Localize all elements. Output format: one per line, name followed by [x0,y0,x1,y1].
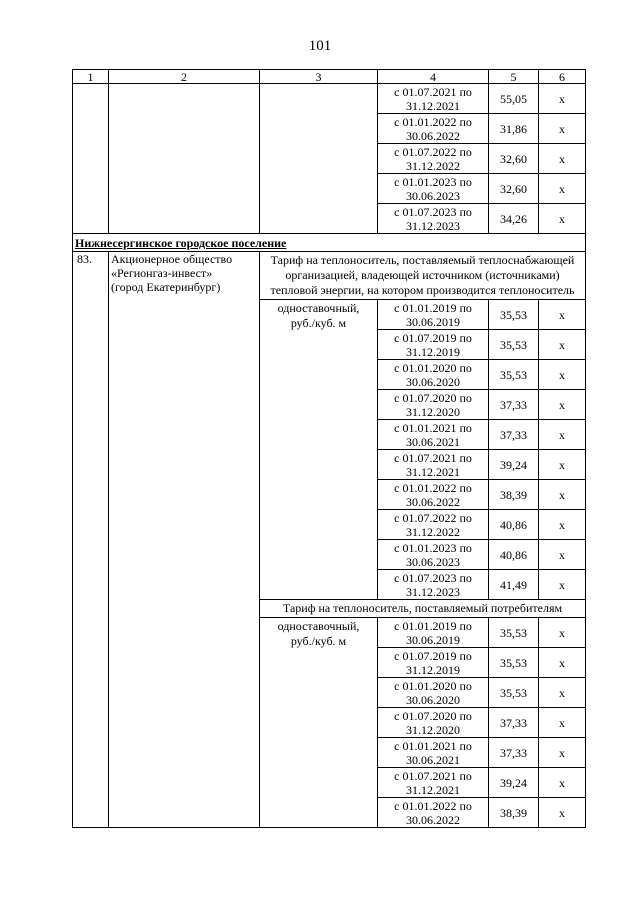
period-line: с 01.01.2019 по [394,618,472,633]
table-row [73,84,586,114]
tariff-value-cell: 35,53 [489,618,539,648]
column-6-cell: x [539,174,586,204]
column-6-cell: x [539,114,586,144]
period-line: с 01.07.2020 по [394,390,472,405]
empty-cell [260,84,378,234]
period-line: 31.12.2021 [406,782,460,797]
period-cell [378,648,489,678]
organization-line: Акционерное общество [111,252,233,266]
tariff-value-cell: 35,53 [489,678,539,708]
column-6-cell: x [539,84,586,114]
page-number: 101 [308,38,332,54]
column-6-cell: x [539,360,586,390]
period-cell [378,678,489,708]
period-line: с 01.07.2021 по [394,84,472,99]
period-cell [378,84,489,114]
period-line: с 01.01.2021 по [394,420,472,435]
column-header: 1 [73,70,109,84]
period-cell [378,540,489,570]
tariff-value-cell: 55,05 [489,84,539,114]
empty-cell [73,84,109,234]
period-line: с 01.01.2021 по [394,738,472,753]
tariff-title-line: тепловой энергии, на котором производится теплоноситель [270,283,575,297]
period-line: с 01.07.2021 по [394,768,472,783]
unit-line: одноставочный, [277,301,360,315]
header-row [73,70,586,84]
column-6-cell: x [539,450,586,480]
tariff-value-cell: 32,60 [489,174,539,204]
period-cell [378,390,489,420]
period-line: 31.12.2022 [406,524,460,539]
period-cell [378,330,489,360]
column-header: 3 [260,70,378,84]
column-6-cell: x [539,618,586,648]
period-cell [378,510,489,540]
column-6-cell: x [539,540,586,570]
column-6-cell: x [539,768,586,798]
period-line: 30.06.2023 [406,554,460,569]
column-6-cell: x [539,570,586,600]
period-line: 30.06.2022 [406,812,460,827]
period-line: 31.12.2020 [406,404,460,419]
period-cell [378,420,489,450]
period-line: 31.12.2023 [406,218,460,233]
column-header: 6 [539,70,586,84]
period-cell [378,798,489,828]
tariff-value-cell: 35,53 [489,300,539,330]
period-line: 31.12.2021 [406,464,460,479]
tariff-title-line: Тариф на теплоноситель, поставляемый теплоснабжающей [270,253,575,267]
tariff-value-cell: 32,60 [489,144,539,174]
column-6-cell: x [539,390,586,420]
tariff-value-cell: 37,33 [489,738,539,768]
tariff-value-cell: 37,33 [489,420,539,450]
period-line: с 01.01.2022 по [394,798,472,813]
period-cell [378,114,489,144]
section-title: Нижнесергинское городское поселение [73,234,586,252]
tariff-title: Тариф на теплоноситель, поставляемый потребителям [260,600,586,618]
tariff-value-cell: 35,53 [489,330,539,360]
column-6-cell: x [539,144,586,174]
period-cell [378,738,489,768]
empty-cell [109,84,260,234]
tariff-value-cell: 37,33 [489,708,539,738]
unit-line: руб./куб. м [290,634,347,648]
period-line: с 01.01.2020 по [394,678,472,693]
tariff-value-cell: 34,26 [489,204,539,234]
section-row [73,234,586,252]
period-cell [378,174,489,204]
period-line: 30.06.2020 [406,374,460,389]
tariff-table [72,69,586,828]
period-line: с 01.01.2023 по [394,540,472,555]
column-6-cell: x [539,648,586,678]
period-line: с 01.07.2023 по [394,204,472,219]
period-cell [378,480,489,510]
unit-line: руб./куб. м [290,316,347,330]
tariff-title-line: организацией, владеющей источником (источниками) [285,268,560,282]
column-header: 5 [489,70,539,84]
unit-line: одноставочный, [277,619,360,633]
period-line: с 01.01.2019 по [394,300,472,315]
period-line: с 01.01.2020 по [394,360,472,375]
column-6-cell: x [539,300,586,330]
period-line: с 01.01.2023 по [394,174,472,189]
column-6-cell: x [539,678,586,708]
period-line: с 01.01.2022 по [394,480,472,495]
period-line: 31.12.2020 [406,722,460,737]
period-line: с 01.07.2023 по [394,570,472,585]
period-line: 30.06.2022 [406,128,460,143]
period-line: 31.12.2023 [406,584,460,599]
column-6-cell: x [539,330,586,360]
tariff-title-row [73,252,586,300]
period-line: с 01.07.2020 по [394,708,472,723]
column-6-cell: x [539,480,586,510]
organization-line: «Регионгаз-инвест» [111,266,213,280]
period-cell [378,300,489,330]
column-6-cell: x [539,510,586,540]
column-header: 4 [378,70,489,84]
period-line: с 01.07.2022 по [394,144,472,159]
period-line: 30.06.2019 [406,314,460,329]
period-cell [378,360,489,390]
tariff-value-cell: 40,86 [489,540,539,570]
organization-line: (город Екатеринбург) [111,280,221,294]
period-line: 30.06.2019 [406,632,460,647]
column-6-cell: x [539,204,586,234]
period-line: 31.12.2021 [406,98,460,113]
unit-cell [260,300,378,600]
organization-name [109,252,260,828]
period-cell [378,570,489,600]
tariff-title [260,252,586,300]
period-cell [378,144,489,174]
period-line: с 01.07.2021 по [394,450,472,465]
period-line: 31.12.2019 [406,662,460,677]
column-header: 2 [109,70,260,84]
column-6-cell: x [539,738,586,768]
period-line: с 01.01.2022 по [394,114,472,129]
tariff-value-cell: 38,39 [489,480,539,510]
period-line: 30.06.2020 [406,692,460,707]
period-line: с 01.07.2019 по [394,648,472,663]
tariff-value-cell: 35,53 [489,360,539,390]
tariff-value-cell: 38,39 [489,798,539,828]
column-6-cell: x [539,420,586,450]
tariff-value-cell: 37,33 [489,390,539,420]
period-line: с 01.07.2022 по [394,510,472,525]
tariff-value-cell: 39,24 [489,768,539,798]
period-line: 31.12.2022 [406,158,460,173]
tariff-value-cell: 41,49 [489,570,539,600]
column-6-cell: x [539,708,586,738]
column-6-cell: x [539,798,586,828]
period-line: 30.06.2021 [406,752,460,767]
period-cell [378,708,489,738]
tariff-value-cell: 31,86 [489,114,539,144]
period-line: 31.12.2019 [406,344,460,359]
period-cell [378,450,489,480]
tariff-value-cell: 40,86 [489,510,539,540]
period-line: с 01.07.2019 по [394,330,472,345]
tariff-value-cell: 35,53 [489,648,539,678]
unit-cell [260,618,378,828]
period-cell [378,768,489,798]
entry-number: 83. [73,252,109,828]
period-cell [378,204,489,234]
tariff-value-cell: 39,24 [489,450,539,480]
period-line: 30.06.2022 [406,494,460,509]
period-line: 30.06.2023 [406,188,460,203]
period-cell [378,618,489,648]
period-line: 30.06.2021 [406,434,460,449]
